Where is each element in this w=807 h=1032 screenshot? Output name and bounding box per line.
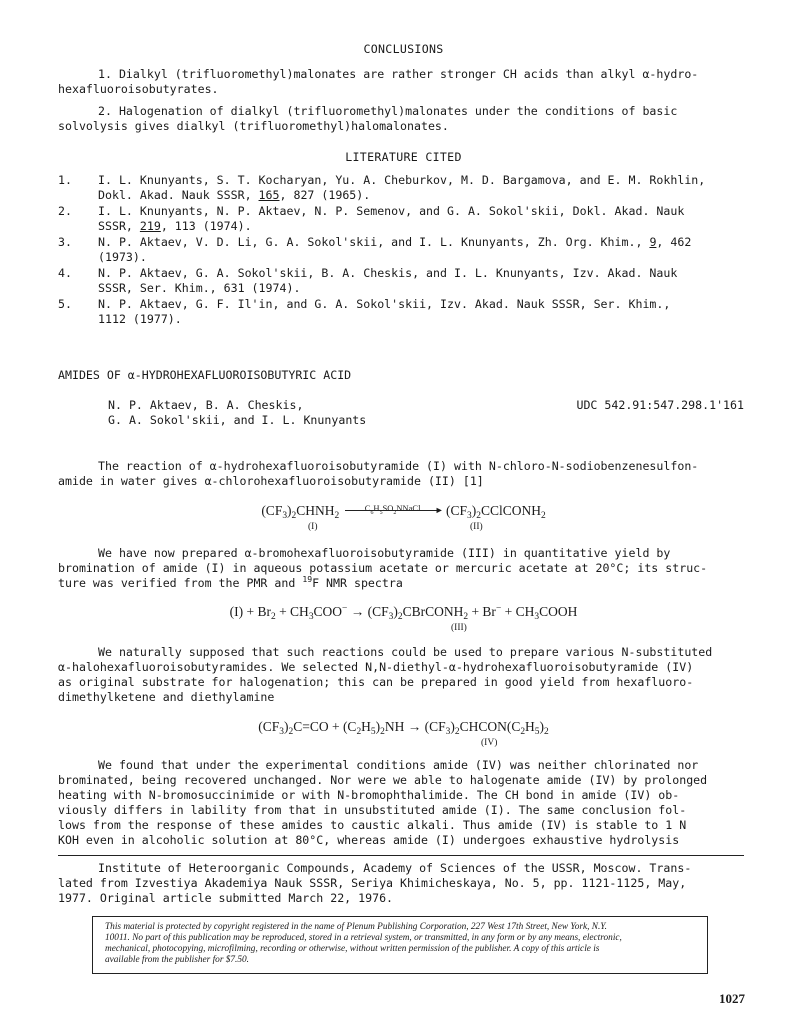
findings-line-1: We found that under the experimental conditions amide (IV) was neither chlorinated nor	[98, 758, 699, 772]
reference-part: Dokl. Akad. Nauk SSSR,	[98, 188, 259, 202]
equation-1	[0, 503, 807, 521]
reference-line	[98, 235, 744, 250]
reference-line: SSSR, Ser. Khim., 631 (1974).	[98, 281, 301, 295]
substitution-line-3: as original substrate for halogenation; this can be prepared in good yield from hexafluoro-	[58, 675, 694, 689]
compound-label-IV: (IV)	[481, 738, 498, 748]
substitution-line-4: dimethylketene and diethylamine	[58, 690, 275, 704]
notice-line: available from the publisher for $7.50.	[105, 955, 250, 965]
conclusion-2-line-1: 2. Halogenation of dialkyl (trifluoromethyl)malonates under the conditions of basic	[98, 104, 678, 118]
findings-line-4: viously differs in lability from that in unsubstituted amide (I). The same conclusion fol-	[58, 803, 687, 817]
reference-line	[98, 219, 744, 234]
authors-line-2: G. A. Sokol'skii, and I. L. Knunyants	[108, 413, 367, 427]
reference-line: 1112 (1977).	[98, 312, 182, 326]
reference-line: N. P. Aktaev, G. A. Sokol'skii, B. A. Cheskis, and I. L. Knunyants, Izv. Akad. Nauk	[98, 266, 678, 280]
reference-number: 4.	[58, 266, 72, 280]
reference-text	[98, 204, 744, 234]
reference-part: , 462	[656, 235, 692, 249]
equation-1-product: $(CF_3)_2CClCONH_2$	[446, 503, 546, 521]
reference-volume: 9	[649, 235, 657, 249]
udc-code: UDC 542.91:547.298.1'161	[576, 398, 744, 412]
page-number: 1027	[719, 991, 745, 1006]
copyright-notice	[92, 916, 708, 974]
conclusions-heading: CONCLUSIONS	[363, 42, 444, 56]
reference-part: , 827 (1965).	[279, 188, 371, 202]
findings-line-6: KOH even in alcoholic solution at 80°C, whereas amide (I) undergoes exhaustive hydrolysis	[58, 833, 680, 847]
reference-number: 2.	[58, 204, 72, 218]
reference-line: I. L. Knunyants, N. P. Aktaev, N. P. Semenov, and G. A. Sokol'skii, Dokl. Akad. Nauk	[98, 204, 685, 218]
notice-line: This material is protected by copyright registered in the name of Plenum Publishing Corporation, 227 West 17th Street, New York, N.Y.	[105, 922, 607, 932]
reference-line: N. P. Aktaev, G. F. Il'in, and G. A. Sokol'skii, Izv. Akad. Nauk SSSR, Ser. Khim.,	[98, 297, 671, 311]
reference-number: 5.	[58, 297, 72, 311]
reference-line	[98, 188, 744, 203]
findings-line-3: heating with N-bromosuccinimide or with N-bromophthalimide. The CH bond in amide (IV) ob-	[58, 788, 680, 802]
reference-text	[98, 173, 744, 203]
reference-line: (1973).	[98, 250, 147, 264]
reagent-label: $C_6H_5SO_2NNaCl$	[364, 503, 421, 516]
reference-text	[98, 266, 744, 296]
footnote-line-2: lated from Izvestiya Akademiya Nauk SSSR, Seriya Khimicheskaya, No. 5, pp. 1121-1125, May,	[58, 876, 687, 890]
conclusion-1-line-1: 1. Dialkyl (trifluoromethyl)malonates are rather stronger CH acids than alkyl α-hydro-	[98, 67, 699, 81]
footnote-line-3: 1977. Original article submitted March 22, 1976.	[58, 891, 394, 905]
compound-label-I: (I)	[308, 522, 318, 532]
intro-line-1: The reaction of α-hydrohexafluoroisobutyramide (I) with N-chloro-N-sodiobenzenesulfon-	[98, 459, 699, 473]
compound-label-II: (II)	[470, 522, 483, 532]
reference-number: 1.	[58, 173, 72, 187]
compound-label-III: (III)	[451, 623, 467, 633]
footnote-line-1: Institute of Heteroorganic Compounds, Academy of Sciences of the USSR, Moscow. Trans-	[98, 861, 692, 875]
literature-heading: LITERATURE CITED	[345, 150, 462, 164]
reference-part: N. P. Aktaev, V. D. Li, G. A. Sokol'skii, and I. L. Knunyants, Zh. Org. Khim.,	[98, 235, 650, 249]
authors-line-1: N. P. Aktaev, B. A. Cheskis,	[108, 398, 304, 412]
article-title: AMIDES OF α-HYDROHEXAFLUOROISOBUTYRIC ACID	[58, 368, 352, 382]
reference-line: I. L. Knunyants, S. T. Kocharyan, Yu. A. Cheburkov, M. D. Bargamova, and E. M. Rokhlin,	[98, 173, 706, 187]
reference-volume: 219	[139, 219, 161, 233]
conclusion-2-line-2: solvolysis gives dialkyl (trifluoromethyl)halomalonates.	[58, 119, 449, 133]
isotope-superscript: 19	[302, 574, 313, 584]
findings-line-2: brominated, being recovered unchanged. Nor were we able to halogenate amide (IV) by prolonged	[58, 773, 708, 787]
footnote-divider	[58, 855, 744, 856]
conclusion-1-line-2: hexafluoroisobutyrates.	[58, 82, 219, 96]
findings-line-5: lows from the response of these amides to caustic alkali. Thus amide (IV) is stable to 1 N	[58, 818, 687, 832]
equation-3: $(CF_3)_2C=CO + (C_2H_5)_2NH$ → $(CF_3)_2CHCON(C_2H_5)_2$	[258, 719, 549, 737]
notice-line: mechanical, photocopying, microfilming, recording or otherwise, without written permission of the publisher. A copy of this article is	[105, 944, 600, 954]
reference-number: 3.	[58, 235, 72, 249]
substitution-line-1: We naturally supposed that such reactions could be used to prepare various N-substituted	[98, 645, 713, 659]
text-part: ture was verified from the PMR and	[58, 576, 303, 590]
bromination-line-2: bromination of amide (I) in aqueous potassium acetate or mercuric acetate at 20°C; its struc-	[58, 561, 708, 575]
substitution-line-2: α-halohexafluoroisobutyramides. We selected N,N-diethyl-α-hydrohexafluoroisobutyramide (IV)	[58, 660, 694, 674]
notice-line: 10011. No part of this publication may be reproduced, stored in a retrieval system, or transmitted, in any form or by any means, electronic,	[105, 933, 622, 943]
reference-volume: 165	[258, 188, 280, 202]
reference-part: , 113 (1974).	[160, 219, 252, 233]
intro-line-2: amide in water gives α-chlorohexafluoroisobutyramide (II) [1]	[58, 474, 484, 488]
bromination-line-1: We have now prepared α-bromohexafluoroisobutyramide (III) in quantitative yield by	[98, 546, 671, 560]
reference-text	[98, 297, 744, 327]
bromination-line-3	[58, 576, 744, 591]
equation-1-reactant: $(CF_3)_2CHNH_2$	[261, 503, 340, 521]
equation-2: $(I) + Br_2 + CH_3COO^-$ → $(CF_3)_2CBrCONH_2 + Br^-$ + $CH_3COOH$	[229, 604, 578, 622]
reaction-arrow: $C_6H_5SO_2NNaCl$ ►	[345, 514, 441, 515]
reference-text	[98, 235, 744, 265]
reference-part: SSSR,	[98, 219, 140, 233]
text-part: F NMR spectra	[312, 576, 403, 590]
